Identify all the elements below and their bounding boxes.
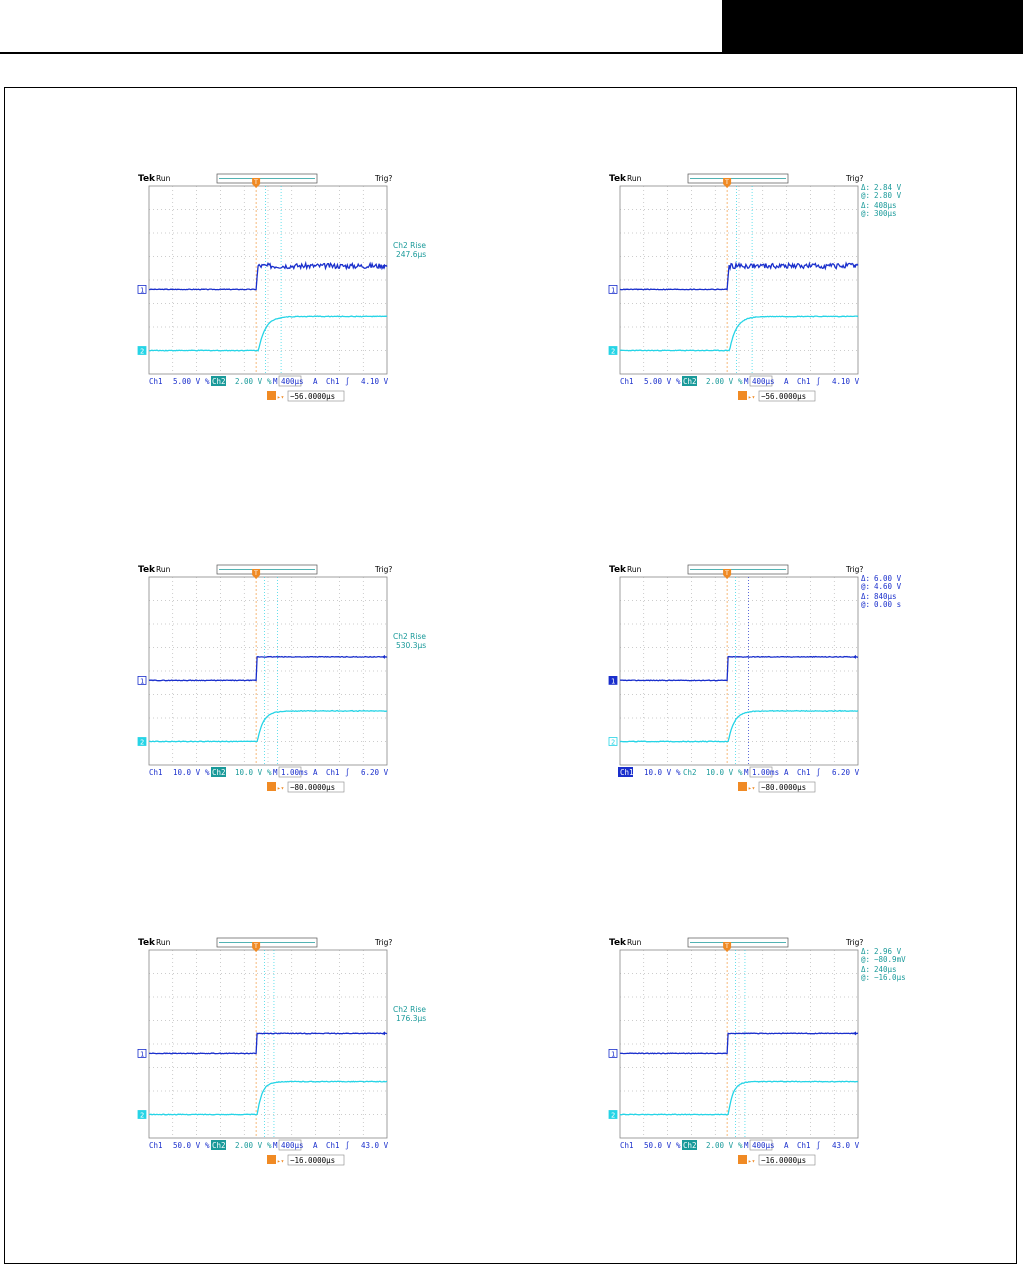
ch1-marker-label: 1 <box>140 286 145 295</box>
oscilloscope-row-2-left <box>135 563 427 803</box>
trigger-source: Ch1 <box>797 1141 811 1150</box>
ch1-scale: 10.0 V <box>644 768 672 777</box>
ch1-marker-label: 1 <box>611 286 616 295</box>
cursor-delta-t: 408µs <box>874 201 897 210</box>
trigger-slope: ∫ <box>816 377 821 386</box>
measurement-label: Ch2 Rise <box>393 632 426 641</box>
cursor-delta-t-label: Δ: <box>861 592 871 601</box>
cursor-at-v: −80.9mV <box>874 955 906 964</box>
measurement-label: Ch2 Rise <box>393 1005 426 1014</box>
measurement-value: 530.3µs <box>396 641 427 650</box>
cursor-at-t: −16.0µs <box>874 973 906 982</box>
trigger-t: T <box>254 179 258 186</box>
trigger-source: Ch1 <box>797 768 811 777</box>
trigger-t: T <box>254 943 258 950</box>
trigger-pos-arrow: ▸▾ <box>748 394 756 401</box>
cursor-at-v: 2.80 V <box>874 191 902 200</box>
trigger-mode: A <box>784 1141 789 1150</box>
cursor-delta-v-label: Δ: <box>861 574 871 583</box>
scope-svg <box>606 172 906 412</box>
trigger-mode: A <box>313 768 318 777</box>
measurement-label: Ch2 Rise <box>393 241 426 250</box>
timebase-value: 400µs <box>752 1141 775 1150</box>
timebase-m: M <box>744 768 749 777</box>
ch2-label: Ch2 <box>212 377 226 386</box>
scope-svg <box>135 172 435 412</box>
cursor-at-t-label: @: <box>861 973 871 982</box>
cursor-delta-v-label: Δ: <box>861 183 871 192</box>
bw-limit-mark-2: % <box>267 377 272 386</box>
ch2-label: Ch2 <box>683 768 697 777</box>
oscilloscope-row-2-right <box>606 563 902 803</box>
trigger-pos-icon <box>738 391 747 400</box>
ch1-label: Ch1 <box>149 377 163 386</box>
brand-label: Tek <box>138 565 156 575</box>
trigger-pos-icon <box>267 391 276 400</box>
ch1-marker-label: 1 <box>140 677 145 686</box>
ch1-label: Ch1 <box>620 377 634 386</box>
ch1-scale: 50.0 V <box>173 1141 201 1150</box>
cursor-at-v: 4.60 V <box>874 582 902 591</box>
ch2-marker-label: 2 <box>140 1111 145 1120</box>
timebase-m: M <box>273 377 278 386</box>
trigger-level: 4.10 V <box>832 377 860 386</box>
ch2-scale: 10.0 V <box>706 768 734 777</box>
trigger-slope: ∫ <box>816 1141 821 1150</box>
trigger-level: 43.0 V <box>832 1141 860 1150</box>
trigger-slope: ∫ <box>816 768 821 777</box>
trigger-mode: A <box>784 377 789 386</box>
ch2-marker-label: 2 <box>611 347 616 356</box>
ch1-marker-label: 1 <box>611 1050 616 1059</box>
timebase-value: 400µs <box>752 377 775 386</box>
trigger-slope: ∫ <box>345 377 350 386</box>
trigger-status: Trig? <box>375 565 393 574</box>
oscilloscope-row-1-right <box>606 172 902 412</box>
run-status: Run <box>156 565 171 574</box>
trigger-status: Trig? <box>846 174 864 183</box>
cursor-at-v-label: @: <box>861 955 871 964</box>
bw-limit-mark: % <box>205 1141 210 1150</box>
bw-limit-mark-2: % <box>738 1141 743 1150</box>
bw-limit-mark-2: % <box>738 768 743 777</box>
timebase-value: 400µs <box>281 1141 304 1150</box>
trigger-pos-value: −80.0000µs <box>761 783 807 792</box>
measurement-value: 176.3µs <box>396 1014 427 1023</box>
ch2-label: Ch2 <box>683 377 697 386</box>
timebase-value: 1.00ms <box>281 768 309 777</box>
trigger-pos-value: −16.0000µs <box>761 1156 807 1165</box>
cursor-delta-t-label: Δ: <box>861 965 871 974</box>
cursor-delta-t: 840µs <box>874 592 897 601</box>
scope-svg <box>606 936 906 1176</box>
trigger-source: Ch1 <box>326 377 340 386</box>
bw-limit-mark-2: % <box>738 377 743 386</box>
bw-limit-mark: % <box>676 1141 681 1150</box>
brand-label: Tek <box>609 938 627 948</box>
timebase-m: M <box>744 377 749 386</box>
trigger-level: 43.0 V <box>361 1141 389 1150</box>
trigger-pos-arrow: ▸▾ <box>277 394 285 401</box>
oscilloscope-row-1-left <box>135 172 427 412</box>
trigger-status: Trig? <box>846 565 864 574</box>
timebase-m: M <box>273 768 278 777</box>
ch1-marker-label: 1 <box>140 1050 145 1059</box>
scope-svg <box>135 563 435 803</box>
cursor-at-t: 300µs <box>874 209 897 218</box>
trigger-t: T <box>725 570 729 577</box>
trigger-status: Trig? <box>375 174 393 183</box>
trigger-pos-value: −56.0000µs <box>290 392 336 401</box>
ch2-scale: 10.0 V <box>235 768 263 777</box>
run-status: Run <box>627 174 642 183</box>
ch1-label: Ch1 <box>620 768 634 777</box>
cursor-delta-v: 2.96 V <box>874 947 902 956</box>
trigger-pos-icon <box>267 782 276 791</box>
ch2-label: Ch2 <box>212 1141 226 1150</box>
trigger-pos-arrow: ▸▾ <box>748 785 756 792</box>
bw-limit-mark: % <box>676 377 681 386</box>
cursor-at-t-label: @: <box>861 600 871 609</box>
run-status: Run <box>627 565 642 574</box>
ch1-label: Ch1 <box>620 1141 634 1150</box>
timebase-value: 400µs <box>281 377 304 386</box>
bw-limit-mark: % <box>205 768 210 777</box>
ch2-scale: 2.00 V <box>706 377 734 386</box>
cursor-delta-t-label: Δ: <box>861 201 871 210</box>
trigger-pos-icon <box>267 1155 276 1164</box>
ch2-scale: 2.00 V <box>235 1141 263 1150</box>
cursor-delta-v: 6.00 V <box>874 574 902 583</box>
cursor-at-v-label: @: <box>861 582 871 591</box>
measurement-value: 247.6µs <box>396 250 427 259</box>
ch2-label: Ch2 <box>212 768 226 777</box>
run-status: Run <box>627 938 642 947</box>
brand-label: Tek <box>138 174 156 184</box>
ch2-label: Ch2 <box>683 1141 697 1150</box>
trigger-mode: A <box>313 1141 318 1150</box>
ch2-marker-label: 2 <box>140 738 145 747</box>
trigger-mode: A <box>784 768 789 777</box>
trigger-pos-icon <box>738 782 747 791</box>
bw-limit-mark: % <box>205 377 210 386</box>
ch2-marker-label: 2 <box>611 1111 616 1120</box>
cursor-delta-v: 2.84 V <box>874 183 902 192</box>
bw-limit-mark-2: % <box>267 768 272 777</box>
timebase-m: M <box>744 1141 749 1150</box>
bw-limit-mark-2: % <box>267 1141 272 1150</box>
trigger-pos-icon <box>738 1155 747 1164</box>
trigger-level: 6.20 V <box>361 768 389 777</box>
ch1-marker-label: 1 <box>611 677 616 686</box>
ch1-scale: 10.0 V <box>173 768 201 777</box>
trigger-t: T <box>725 943 729 950</box>
trigger-status: Trig? <box>846 938 864 947</box>
ch1-scale: 5.00 V <box>644 377 672 386</box>
ch2-marker-label: 2 <box>611 738 616 747</box>
oscilloscope-row-3-right <box>606 936 906 1176</box>
cursor-delta-v-label: Δ: <box>861 947 871 956</box>
trigger-slope: ∫ <box>345 1141 350 1150</box>
run-status: Run <box>156 938 171 947</box>
trigger-t: T <box>254 570 258 577</box>
header-black-block <box>722 0 1023 54</box>
ch1-label: Ch1 <box>149 768 163 777</box>
ch2-scale: 2.00 V <box>706 1141 734 1150</box>
cursor-at-v-label: @: <box>861 191 871 200</box>
cursor-at-t: 0.00 s <box>874 600 902 609</box>
brand-label: Tek <box>138 938 156 948</box>
trigger-pos-arrow: ▸▾ <box>277 1158 285 1165</box>
trigger-source: Ch1 <box>797 377 811 386</box>
trigger-pos-arrow: ▸▾ <box>748 1158 756 1165</box>
trigger-source: Ch1 <box>326 768 340 777</box>
trigger-level: 6.20 V <box>832 768 860 777</box>
trigger-pos-value: −16.0000µs <box>290 1156 336 1165</box>
run-status: Run <box>156 174 171 183</box>
brand-label: Tek <box>609 565 627 575</box>
cursor-delta-t: 240µs <box>874 965 897 974</box>
timebase-value: 1.00ms <box>752 768 780 777</box>
trigger-pos-value: −56.0000µs <box>761 392 807 401</box>
trigger-mode: A <box>313 377 318 386</box>
trigger-source: Ch1 <box>326 1141 340 1150</box>
timebase-m: M <box>273 1141 278 1150</box>
cursor-at-t-label: @: <box>861 209 871 218</box>
ch2-scale: 2.00 V <box>235 377 263 386</box>
ch1-label: Ch1 <box>149 1141 163 1150</box>
trigger-pos-value: −80.0000µs <box>290 783 336 792</box>
brand-label: Tek <box>609 174 627 184</box>
ch1-scale: 50.0 V <box>644 1141 672 1150</box>
ch2-marker-label: 2 <box>140 347 145 356</box>
bw-limit-mark: % <box>676 768 681 777</box>
ch1-scale: 5.00 V <box>173 377 201 386</box>
scope-svg <box>135 936 435 1176</box>
trigger-slope: ∫ <box>345 768 350 777</box>
oscilloscope-row-3-left <box>135 936 427 1176</box>
trigger-level: 4.10 V <box>361 377 389 386</box>
trigger-pos-arrow: ▸▾ <box>277 785 285 792</box>
trigger-status: Trig? <box>375 938 393 947</box>
scope-svg <box>606 563 906 803</box>
trigger-t: T <box>725 179 729 186</box>
